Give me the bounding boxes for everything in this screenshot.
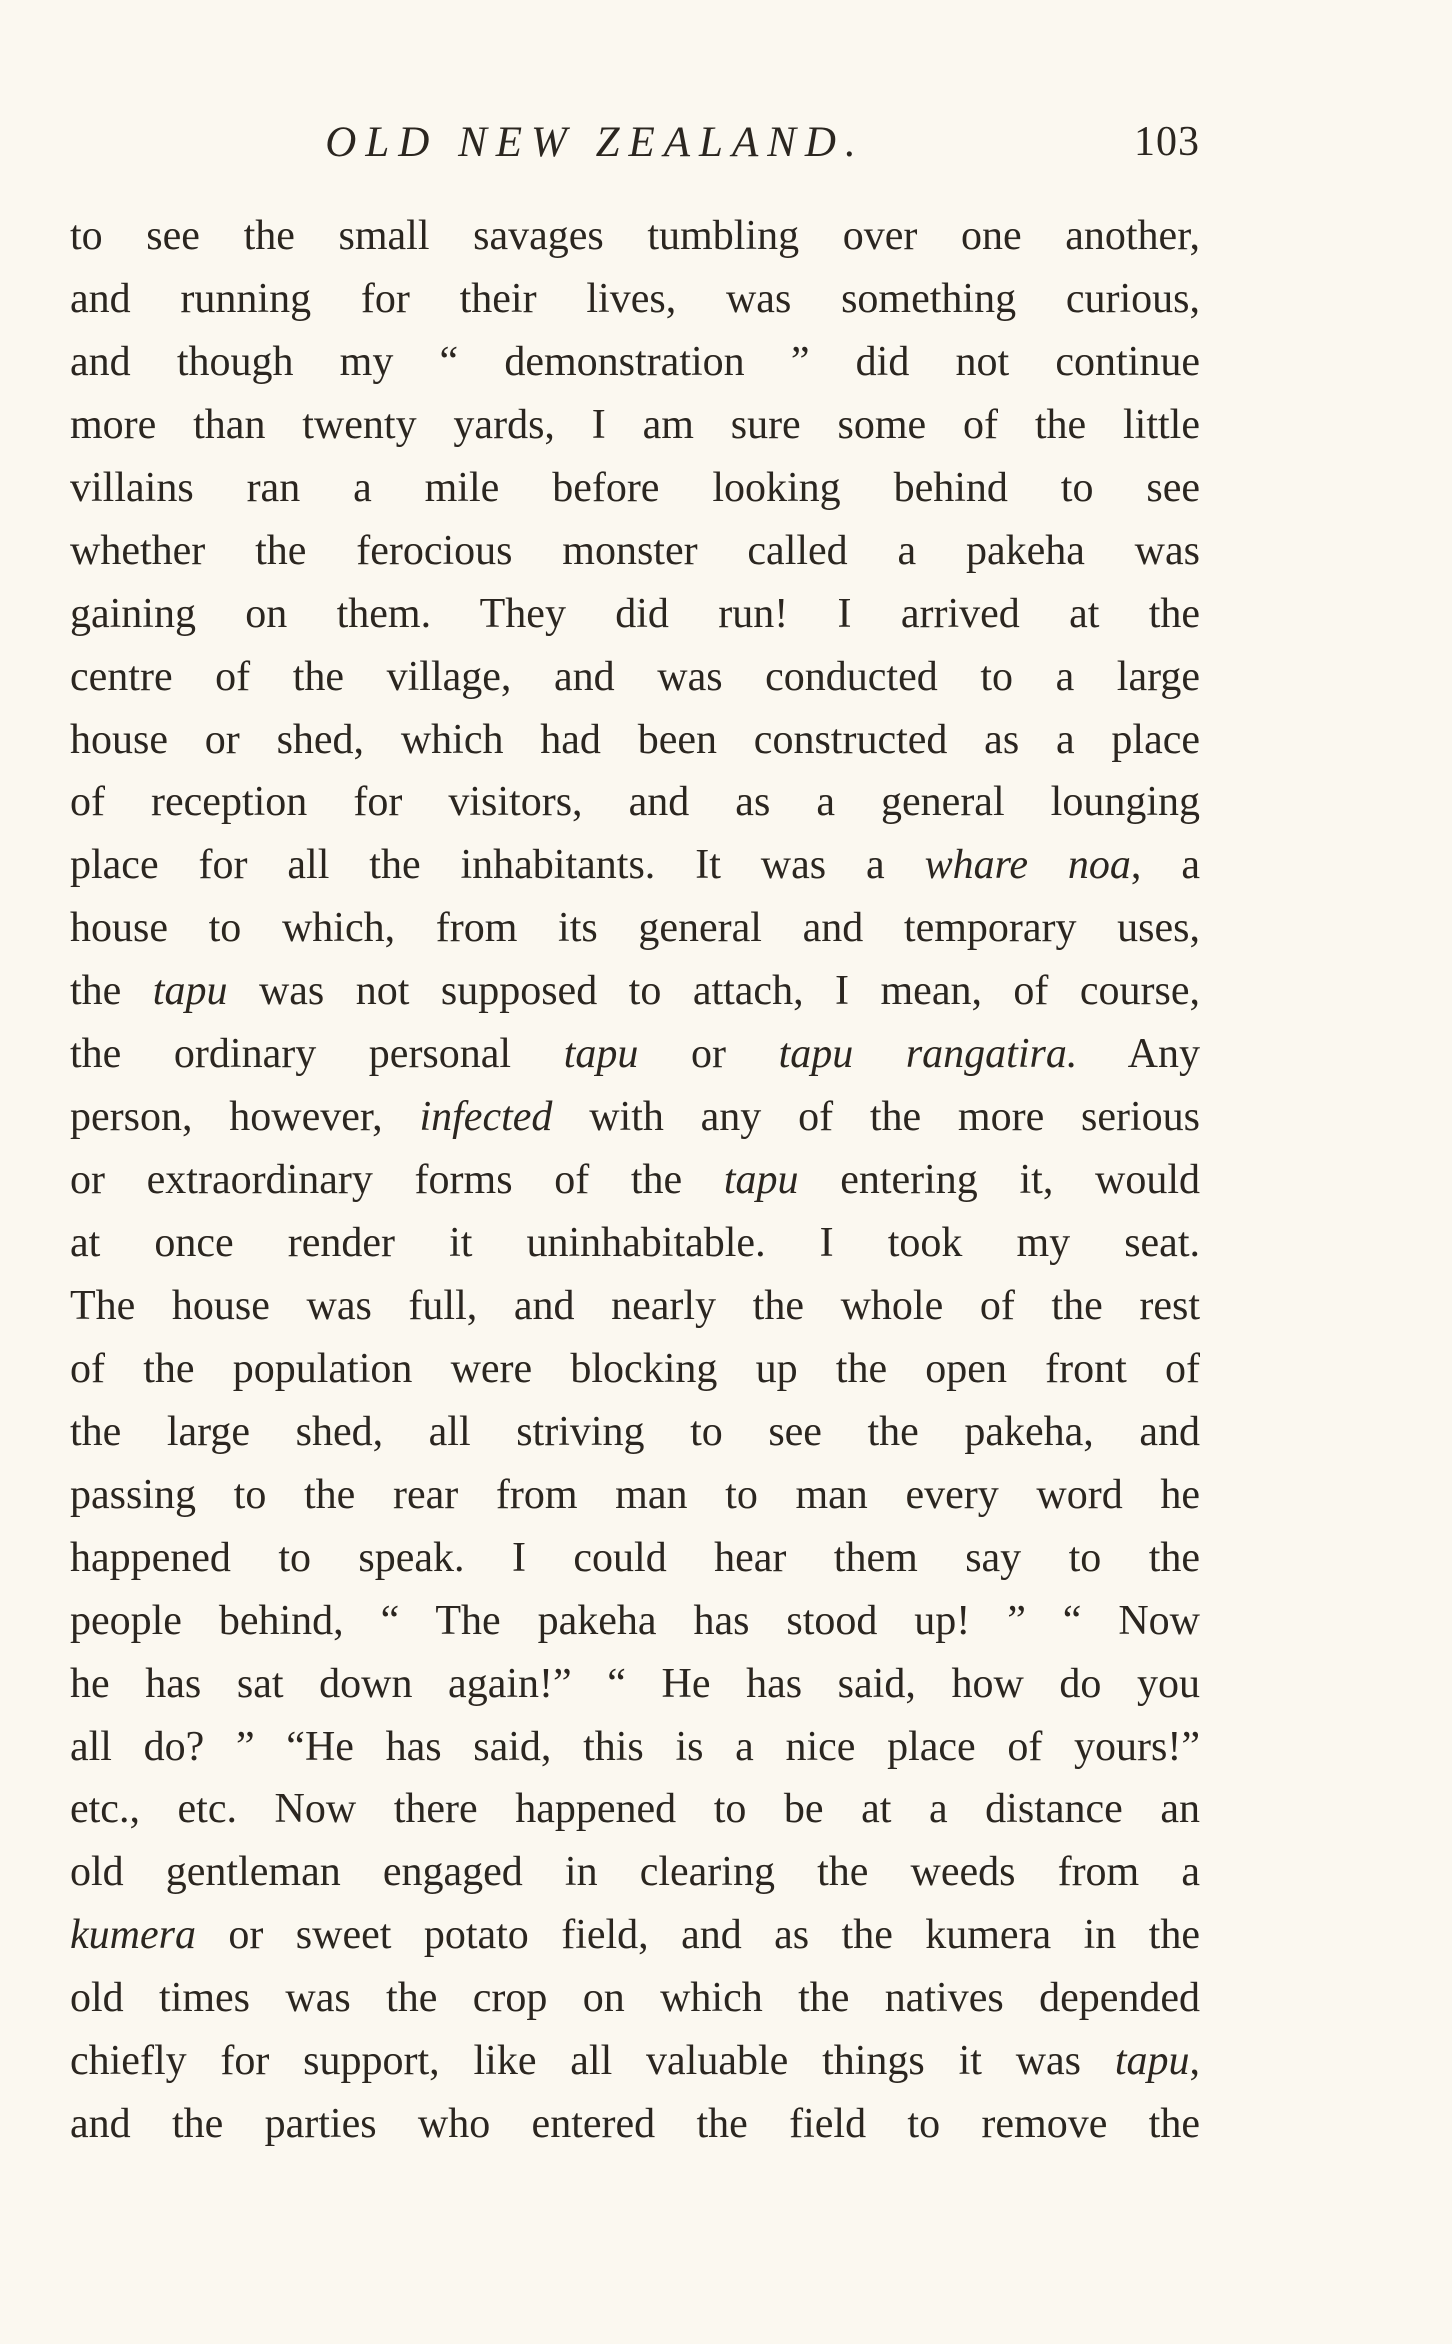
text-line <box>70 520 1200 583</box>
text-line <box>70 394 1200 457</box>
text-run: of the population were blocking up the open front of <box>70 1345 1200 1392</box>
running-head <box>70 118 1200 178</box>
text-run: place for all the inhabitants. It was a <box>70 842 925 889</box>
text-line <box>70 771 1200 834</box>
italic-run: tapu rangatira. <box>778 1031 1078 1078</box>
text-line <box>70 1338 1200 1401</box>
text-run: whether the ferocious monster called a pakeha was <box>70 527 1200 574</box>
text-run: was not supposed to attach, I mean, of course, <box>227 968 1200 1015</box>
text-line <box>70 834 1200 897</box>
text-run: passing to the rear from man to man every word he <box>70 1471 1200 1518</box>
text-run: he has sat down again!” “ He has said, how do you <box>70 1660 1200 1707</box>
text-run: , a <box>1130 842 1200 889</box>
text-line <box>70 1967 1200 2030</box>
text-line <box>70 1590 1200 1653</box>
book-page <box>70 0 1200 2344</box>
italic-run: tapu <box>563 1031 639 1078</box>
text-run: and running for their lives, was something curious, <box>70 275 1200 322</box>
text-run: people behind, “ The pakeha has stood up! ” “ Now <box>70 1597 1200 1644</box>
text-run: all do? ” “He has said, this is a nice place of yours!” <box>70 1723 1200 1770</box>
text-line <box>70 1778 1200 1841</box>
text-line <box>70 2030 1200 2093</box>
text-run: and though my “ demonstration ” did not continue <box>70 338 1200 385</box>
text-run: chiefly for support, like all valuable things it was <box>70 2038 1115 2085</box>
text-line <box>70 1023 1200 1086</box>
italic-run: tapu <box>1114 2038 1190 2085</box>
text-line <box>70 1527 1200 1590</box>
text-line <box>70 1904 1200 1967</box>
italic-run: tapu <box>723 1157 799 1204</box>
text-run: to see the small savages tumbling over one another, <box>70 213 1200 259</box>
text-run: gaining on them. They did run! I arrived at the <box>70 590 1200 637</box>
text-line <box>70 205 1200 268</box>
text-run: person, however, <box>70 1094 420 1141</box>
italic-run: infected <box>419 1094 553 1141</box>
text-line <box>70 897 1200 960</box>
text-run: centre of the village, and was conducted to a large <box>70 653 1200 700</box>
text-run: at once render it uninhabitable. I took my seat. <box>70 1220 1200 1266</box>
text-line <box>70 960 1200 1023</box>
text-line <box>70 646 1200 709</box>
text-run: or sweet potato field, and as the kumera in the <box>195 1912 1200 1959</box>
text-run: entering it, would <box>798 1157 1200 1204</box>
text-run: old times was the crop on which the natives depended <box>70 1975 1200 2022</box>
text-line <box>70 1149 1200 1212</box>
italic-run: whare noa <box>924 842 1131 889</box>
text-run: house to which, from its general and temporary uses, <box>70 905 1200 952</box>
text-run: old gentleman engaged in clearing the weeds from a <box>70 1849 1200 1896</box>
text-line <box>70 1464 1200 1527</box>
text-run: or <box>638 1031 779 1078</box>
text-line <box>70 1086 1200 1149</box>
text-run: or extraordinary forms of the <box>70 1157 724 1204</box>
text-line <box>70 709 1200 772</box>
text-run: the <box>70 968 153 1015</box>
text-line <box>70 1716 1200 1779</box>
text-line <box>70 268 1200 331</box>
text-line <box>70 2093 1200 2156</box>
text-line <box>70 1275 1200 1338</box>
italic-run: kumera <box>70 1912 196 1959</box>
text-run: the ordinary personal <box>70 1031 564 1078</box>
text-run: more than twenty yards, I am sure some of the little <box>70 401 1200 448</box>
text-line <box>70 1401 1200 1464</box>
text-line <box>70 331 1200 394</box>
text-run: the large shed, all striving to see the pakeha, and <box>70 1408 1200 1455</box>
text-run: , <box>1189 2038 1200 2085</box>
text-run: villains ran a mile before looking behind to see <box>70 464 1200 511</box>
text-run: Any <box>1077 1031 1200 1078</box>
text-line <box>70 1841 1200 1904</box>
text-run: The house was full, and nearly the whole of the rest <box>70 1282 1200 1329</box>
italic-run: tapu <box>152 968 228 1015</box>
text-run: happened to speak. I could hear them say to the <box>70 1534 1200 1581</box>
text-run: of reception for visitors, and as a general lounging <box>70 779 1200 826</box>
text-line <box>70 1212 1200 1275</box>
text-run: house or shed, which had been constructed as a place <box>70 716 1200 763</box>
text-line <box>70 457 1200 520</box>
running-title: OLD NEW ZEALAND. <box>325 119 865 166</box>
text-run: etc., etc. Now there happened to be at a distance an <box>70 1786 1200 1833</box>
text-line <box>70 1653 1200 1716</box>
text-run: and the parties who entered the field to remove the <box>70 2101 1200 2148</box>
body-text <box>70 205 1200 2156</box>
text-run: with any of the more serious <box>552 1094 1200 1141</box>
page-number: 103 <box>1134 119 1200 165</box>
text-line <box>70 583 1200 646</box>
